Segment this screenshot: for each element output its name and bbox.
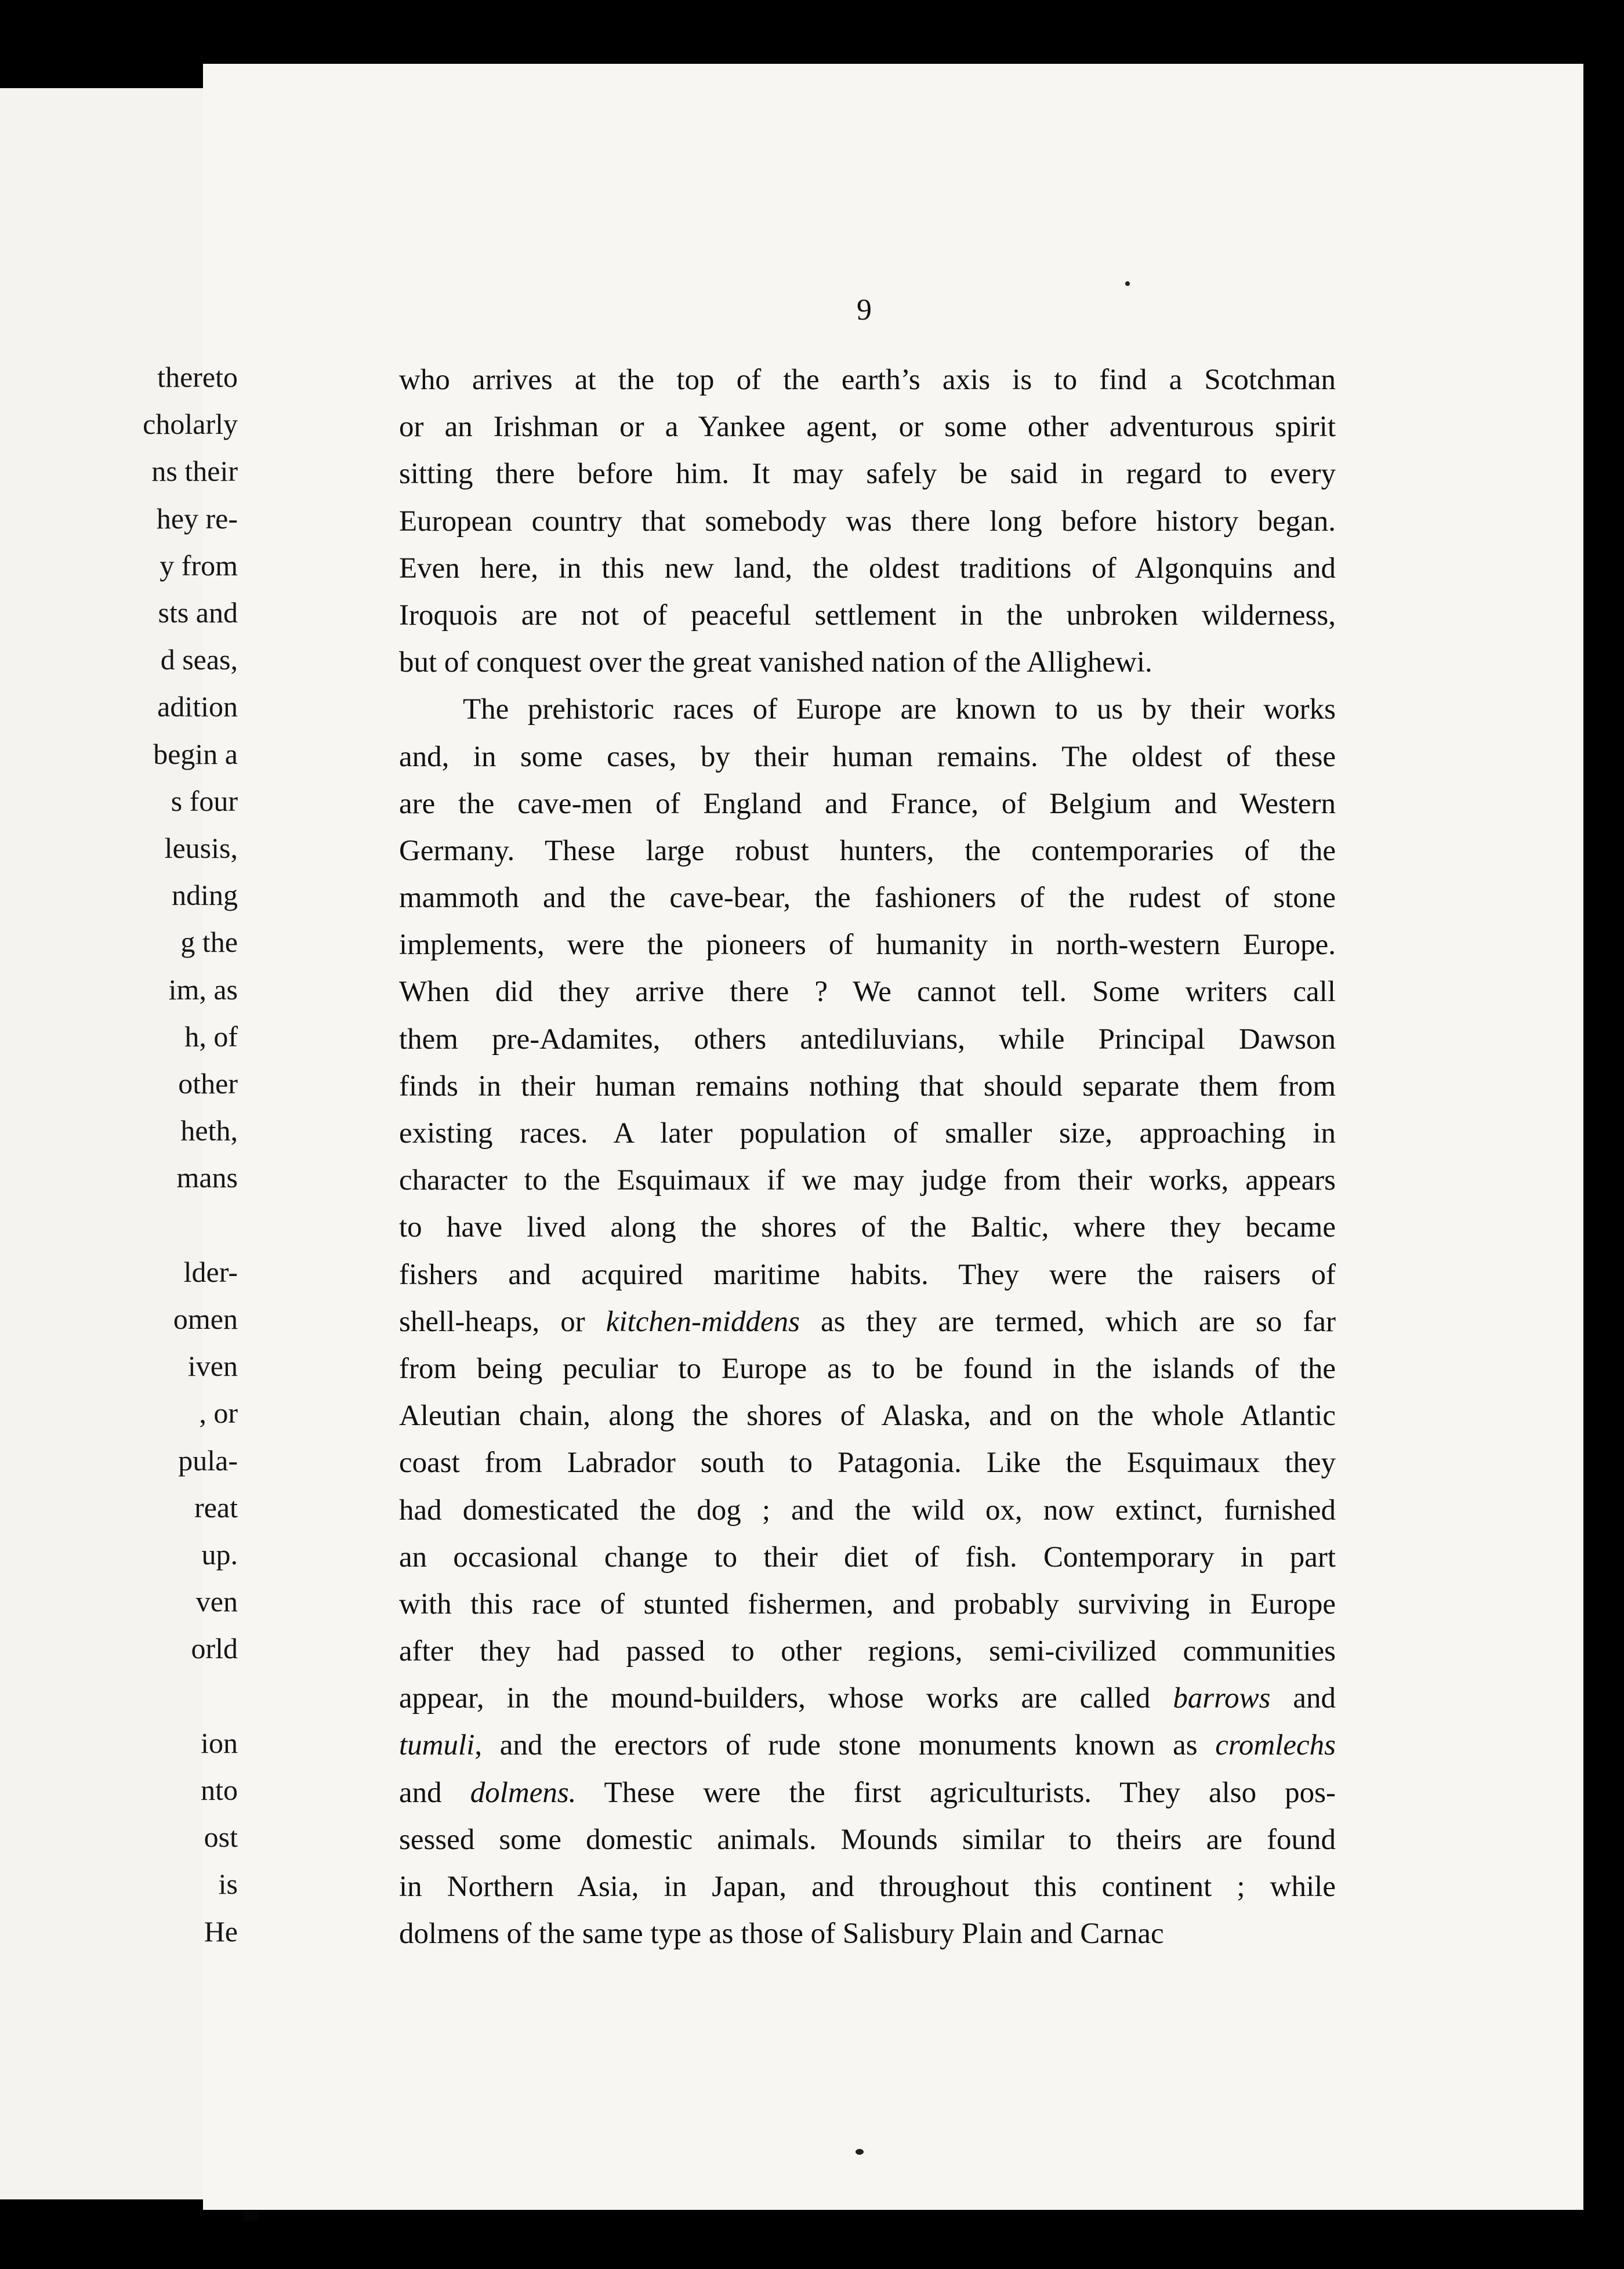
text-line: The prehistoric races of Europe are known to us by their works	[463, 693, 1336, 726]
italic-term: cromlechs	[1215, 1729, 1336, 1762]
italic-term: barrows	[1173, 1682, 1271, 1715]
text-line: finds in their human remains nothing that should separate them from	[399, 1070, 1336, 1103]
italic-term: kitchen-middens	[606, 1305, 800, 1338]
text-line: in Northern Asia, in Japan, and throughout this continent ; while	[399, 1871, 1336, 1903]
text-line: after they had passed to other regions, semi-civilized communities	[399, 1635, 1336, 1668]
text-line: existing races. A later population of smaller size, approaching in	[399, 1117, 1336, 1150]
italic-term: tumuli	[399, 1729, 475, 1762]
text-line: from being peculiar to Europe as to be found in the islands of the	[399, 1352, 1336, 1385]
previous-page-fragment: is	[218, 1868, 238, 1901]
text-line: and dolmens. These were the first agriculturists. They also pos-	[399, 1776, 1336, 1809]
text-line: Even here, in this new land, the oldest traditions of Algonquins and	[399, 552, 1336, 585]
text-line: Germany. These large robust hunters, the contemporaries of the	[399, 834, 1336, 867]
previous-page-fragment: im, as	[168, 973, 238, 1006]
previous-page-fragment: pula-	[178, 1444, 238, 1477]
previous-page-fragment: heth,	[180, 1114, 238, 1147]
text-line: character to the Esquimaux if we may judge from their works, appears	[399, 1164, 1336, 1197]
text-line: or an Irishman or a Yankee agent, or some other adventurous spirit	[399, 411, 1336, 444]
previous-page-fragment: leusis,	[164, 832, 238, 864]
paragraph	[399, 357, 1336, 686]
text-line: are the cave-men of England and France, of Belgium and Western	[399, 787, 1336, 820]
text-line: tumuli, and the erectors of rude stone monuments known as cromlechs	[399, 1729, 1336, 1762]
previous-page-fragment: ost	[204, 1821, 238, 1854]
text-line: implements, were the pioneers of humanity in north-western Europe.	[399, 929, 1336, 962]
previous-page-fragment: nding	[172, 879, 238, 912]
text-line: had domesticated the dog ; and the wild ox, now extinct, furnished	[399, 1494, 1336, 1527]
text-line: an occasional change to their diet of fish. Contemporary in part	[399, 1541, 1336, 1574]
body-text	[399, 357, 1336, 1958]
text-line: coast from Labrador south to Patagonia. Like the Esquimaux they	[399, 1447, 1336, 1480]
ink-speck	[855, 2149, 864, 2155]
text-line: mammoth and the cave-bear, the fashioners of the rudest of stone	[399, 882, 1336, 915]
text-line: When did they arrive there ? We cannot tell. Some writers call	[399, 976, 1336, 1009]
previous-page-fragment: ion	[201, 1726, 238, 1759]
text-line: Iroquois are not of peaceful settlement in the unbroken wilderness,	[399, 599, 1336, 632]
previous-page-fragment: d seas,	[160, 643, 238, 676]
previous-page-fragment: ns their	[151, 455, 238, 488]
text-line: Aleutian chain, along the shores of Alaska, and on the whole Atlantic	[399, 1400, 1336, 1433]
previous-page-fragment: iven	[187, 1350, 238, 1383]
text-line: appear, in the mound-builders, whose works are called barrows and	[399, 1682, 1336, 1715]
previous-page-fragment: begin a	[153, 737, 238, 770]
page-number: 9	[857, 293, 872, 327]
italic-term: dolmens.	[470, 1776, 577, 1809]
previous-page-fragment: up.	[201, 1538, 238, 1571]
previous-page-fragment: adition	[157, 690, 238, 723]
previous-page-fragment: h, of	[184, 1020, 238, 1053]
paragraph	[399, 686, 1336, 1958]
previous-page-fragment: reat	[194, 1491, 238, 1524]
previous-page-fragment: orld	[191, 1632, 238, 1665]
previous-page-fragment: hey re-	[156, 502, 238, 535]
text-line: with this race of stunted fishermen, and probably surviving in Europe	[399, 1587, 1336, 1621]
ink-speck	[1125, 281, 1130, 286]
text-line: them pre-Adamites, others antediluvians, while Principal Dawson	[399, 1023, 1336, 1056]
text-line: to have lived along the shores of the Baltic, where they became	[399, 1211, 1336, 1244]
previous-page-fragment: cholarly	[143, 408, 238, 441]
text-line: dolmens of the same type as those of Salisbury Plain and Carnac	[399, 1918, 1164, 1951]
previous-page-fragment: omen	[173, 1303, 238, 1335]
text-line: who arrives at the top of the earth’s axis is to find a Scotchman	[399, 364, 1336, 396]
text-line: but of conquest over the great vanished nation of the Allighewi.	[399, 646, 1152, 679]
previous-page-fragment: lder-	[183, 1255, 238, 1288]
previous-page-fragment: ven	[195, 1585, 238, 1618]
previous-page-fragment: y from	[160, 549, 238, 582]
previous-page-fragment: g the	[180, 926, 238, 959]
previous-page-fragment: s four	[171, 784, 238, 817]
text-line: and, in some cases, by their human remains. The oldest of these	[399, 740, 1336, 773]
previous-page-fragment: , or	[199, 1397, 238, 1430]
previous-page-fragment: nto	[201, 1774, 238, 1806]
text-line: fishers and acquired maritime habits. They were the raisers of	[399, 1258, 1336, 1291]
previous-page-fragment: thereto	[157, 361, 238, 393]
text-line: shell-heaps, or kitchen-middens as they are termed, which are so far	[399, 1305, 1336, 1338]
text-line: European country that somebody was there long before history began.	[399, 505, 1336, 538]
text-line: sessed some domestic animals. Mounds similar to theirs are found	[399, 1823, 1336, 1856]
previous-page-fragment: sts and	[158, 596, 238, 629]
text-line: sitting there before him. It may safely be said in regard to every	[399, 458, 1336, 491]
previous-page-fragment: mans	[176, 1161, 238, 1194]
previous-page-fragment: He	[204, 1915, 238, 1948]
previous-page-fragment: other	[178, 1067, 238, 1100]
